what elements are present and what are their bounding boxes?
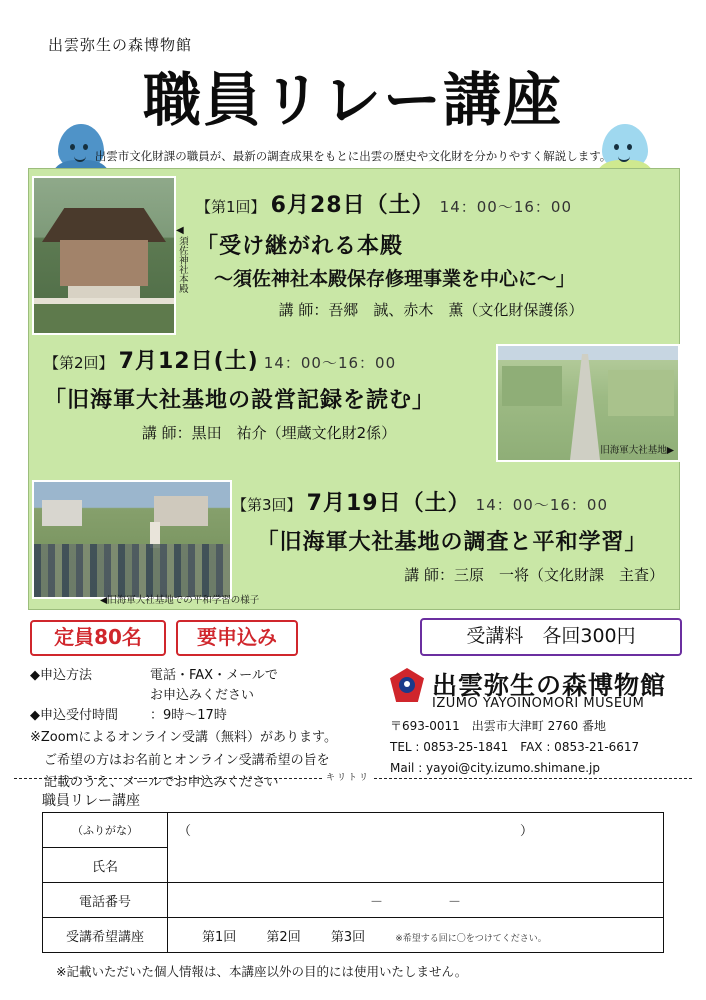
title-row <box>0 58 706 144</box>
museum-name-header: 出雲弥生の森博物館 <box>48 36 193 54</box>
apply-method-value: 電話・FAX・メールで <box>150 668 278 683</box>
table-row <box>43 883 664 918</box>
course-2-lecturer: 講 師：黒田 祐介（埋蔵文化財2係） <box>141 424 397 442</box>
course-3-title: 「旧海軍大社基地の調査と平和学習」 <box>256 530 648 555</box>
photo-susa-shrine <box>32 176 176 335</box>
form-choice-note: ※希望する回に〇をつけてください。 <box>395 933 547 944</box>
museum-name-en: IZUMO YAYOINOMORI MUSEUM <box>432 696 645 711</box>
museum-tel-fax: TEL : 0853-25-1841 FAX : 0853-21-6617 <box>390 740 640 754</box>
museum-logo-icon <box>390 668 424 702</box>
form-label-furigana: （ふりがな） <box>43 813 168 848</box>
capacity-badge: 定員80名 <box>30 620 166 656</box>
course-item-1 <box>196 188 666 320</box>
course-1-lecturer: 講 師：吾郷 誠、赤木 薫（文化財保護係） <box>278 301 584 319</box>
form-label-course-choice: 受講希望講座 <box>43 918 168 953</box>
form-label-name: 氏名 <box>43 848 168 883</box>
course-3-lecturer: 講 師：三原 一将（文化財課 主査） <box>404 566 664 584</box>
course-item-2 <box>44 344 494 443</box>
apply-method-value2: お申込みください <box>150 688 255 704</box>
course-item-3 <box>232 486 672 585</box>
photo-caption-shrine: 須佐神社本殿 <box>176 236 188 293</box>
apply-note-1: ※Zoomによるオンライン受講（無料）があります。 <box>30 730 337 746</box>
course-1-date: 6月28日（土） <box>270 193 435 218</box>
form-choice-3[interactable]: 第3回 <box>330 929 366 945</box>
lead-text: 出雲市文化財課の職員が、最新の調査成果をもとに出雲の歴史や文化財を分かりやすく解説します。 <box>94 149 612 163</box>
photo-caption-airbase: 旧海軍大社基地▶ <box>600 445 674 456</box>
apply-method-label: ◆申込方法 <box>30 668 92 683</box>
course-2-title: 「旧海軍大社基地の設営記録を読む」 <box>44 388 436 413</box>
photo-caption-peace: ◀旧海軍大社基地での平和学習の様子 <box>100 595 260 606</box>
form-input-phone[interactable]: － － <box>168 883 664 918</box>
museum-name-jp: 出雲弥生の森博物館 <box>432 671 667 700</box>
course-3-time: 14：00～16：00 <box>475 496 609 514</box>
application-form-table <box>42 812 664 953</box>
page-title: 職員リレー講座 <box>142 66 563 134</box>
photo-peace-study <box>32 480 232 599</box>
fee-badge: 受講料 各回300円 <box>420 618 682 656</box>
apply-note-2: ご希望の方はお名前とオンライン受講希望の旨を <box>44 752 330 768</box>
photo-arrow-shrine-icon: ◀ <box>176 225 184 236</box>
museum-mail: Mail : yayoi@city.izumo.shimane.jp <box>390 761 600 775</box>
form-input-name[interactable]: （ ） <box>168 813 664 883</box>
cut-line-label: キリトリ <box>322 770 374 783</box>
course-3-number: 【第3回】 <box>232 496 302 514</box>
table-row <box>43 918 664 953</box>
apply-required-badge: 要申込み <box>176 620 298 656</box>
form-course-choices[interactable] <box>168 918 664 953</box>
apply-note-3: 記載のうえ、メールでお申込みください <box>44 774 279 790</box>
form-choice-1[interactable]: 第1回 <box>202 929 237 945</box>
course-2-number: 【第2回】 <box>44 354 114 372</box>
course-1-time: 14：00～16：00 <box>439 198 573 216</box>
course-1-number: 【第1回】 <box>196 198 266 216</box>
course-2-date: 7月12日(土) <box>118 349 259 374</box>
form-footer-note: ※記載いただいた個人情報は、本講座以外の目的には使用いたしません。 <box>56 964 468 979</box>
apply-time-label: ◆申込受付時間 <box>30 708 118 724</box>
form-choice-2[interactable]: 第2回 <box>266 929 301 945</box>
course-1-title: 「受け継がれる本殿 <box>196 234 404 259</box>
course-3-date: 7月19日（土） <box>306 491 471 516</box>
course-1-subtitle: ～須佐神社本殿保存修理事業を中心に～」 <box>214 268 576 290</box>
apply-time-value: ：9時～17時 <box>150 708 227 724</box>
museum-address: 〒693-0011 出雲市大津町 2760 番地 <box>390 719 606 733</box>
course-2-time: 14：00～16：00 <box>263 354 397 372</box>
form-title: 職員リレー講座 <box>42 793 140 809</box>
table-row <box>43 813 664 848</box>
form-label-phone: 電話番号 <box>43 883 168 918</box>
